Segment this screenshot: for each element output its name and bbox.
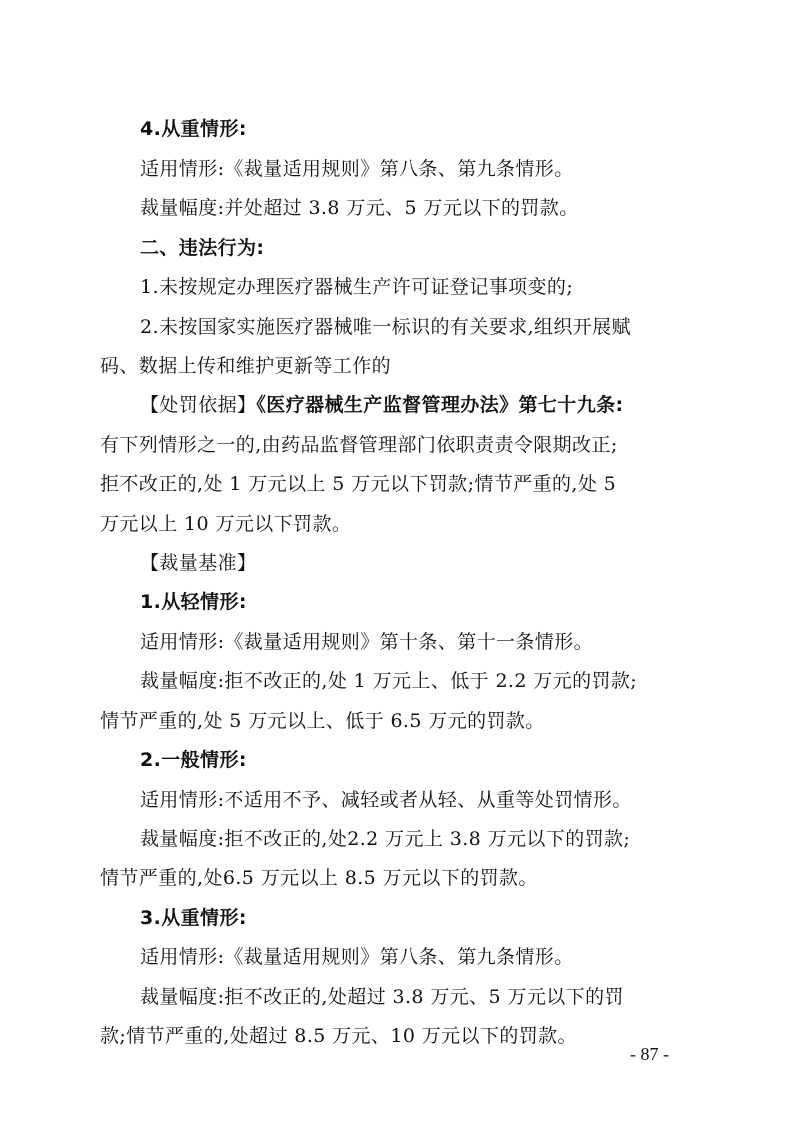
discretion-range-general-2: 情节严重的,处6.5 万元以上 8.5 万元以下的罚款。 (100, 867, 538, 889)
discretion-range-1: 裁量幅度:并处超过 3.8 万元、5 万元以下的罚款。 (140, 197, 579, 219)
violation-item-1: 1.未按规定办理医疗器械生产许可证登记事项变的; (140, 276, 574, 298)
applicable-circumstance-heavy-2: 适用情形:《裁量适用规则》第八条、第九条情形。 (140, 946, 574, 968)
penalty-basis-law: 《医疗器械生产监督管理办法》第七十九条: (256, 394, 624, 416)
discretion-range-heavy-2: 款;情节严重的,处超过 8.5 万元、10 万元以下的罚款。 (100, 1025, 577, 1047)
applicable-circumstance-general: 适用情形:不适用不予、减轻或者从轻、从重等处罚情形。 (140, 789, 632, 811)
heading-light-circumstance: 1.从轻情形: (140, 591, 247, 613)
section-heading-violation: 二、违法行为: (140, 237, 265, 259)
discretion-range-light-2: 情节严重的,处 5 万元以上、低于 6.5 万元的罚款。 (100, 710, 545, 732)
penalty-basis-label: 【处罚依据】 (140, 394, 257, 416)
page-number: - 87 - (630, 1044, 669, 1064)
discretion-range-light-1: 裁量幅度:拒不改正的,处 1 万元上、低于 2.2 万元的罚款; (140, 670, 638, 692)
discretion-range-heavy-1: 裁量幅度:拒不改正的,处超过 3.8 万元、5 万元以下的罚 (140, 986, 624, 1008)
heading-heavy-circumstance-2: 3.从重情形: (140, 907, 247, 929)
applicable-circumstance-1: 适用情形:《裁量适用规则》第八条、第九条情形。 (140, 158, 574, 180)
penalty-basis-text-3: 万元以上 10 万元以下罚款。 (100, 513, 352, 535)
discretion-range-general-1: 裁量幅度:拒不改正的,处2.2 万元上 3.8 万元以下的罚款; (140, 828, 631, 850)
violation-item-2-cont: 码、数据上传和维护更新等工作的 (100, 355, 392, 377)
violation-item-2: 2.未按国家实施医疗器械唯一标识的有关要求,组织开展赋 (140, 316, 631, 338)
discretion-standard-label: 【裁量基准】 (140, 552, 257, 574)
penalty-basis-text-2: 拒不改正的,处 1 万元以上 5 万元以下罚款;情节严重的,处 5 (100, 473, 617, 495)
heading-general-circumstance: 2.一般情形: (140, 749, 247, 771)
penalty-basis-line (140, 393, 740, 417)
heading-heavy-circumstance-1: 4.从重情形: (140, 118, 247, 140)
applicable-circumstance-light: 适用情形:《裁量适用规则》第十条、第十一条情形。 (140, 631, 594, 653)
penalty-basis-text-1: 有下列情形之一的,由药品监督管理部门依职责责令限期改正; (100, 434, 618, 456)
